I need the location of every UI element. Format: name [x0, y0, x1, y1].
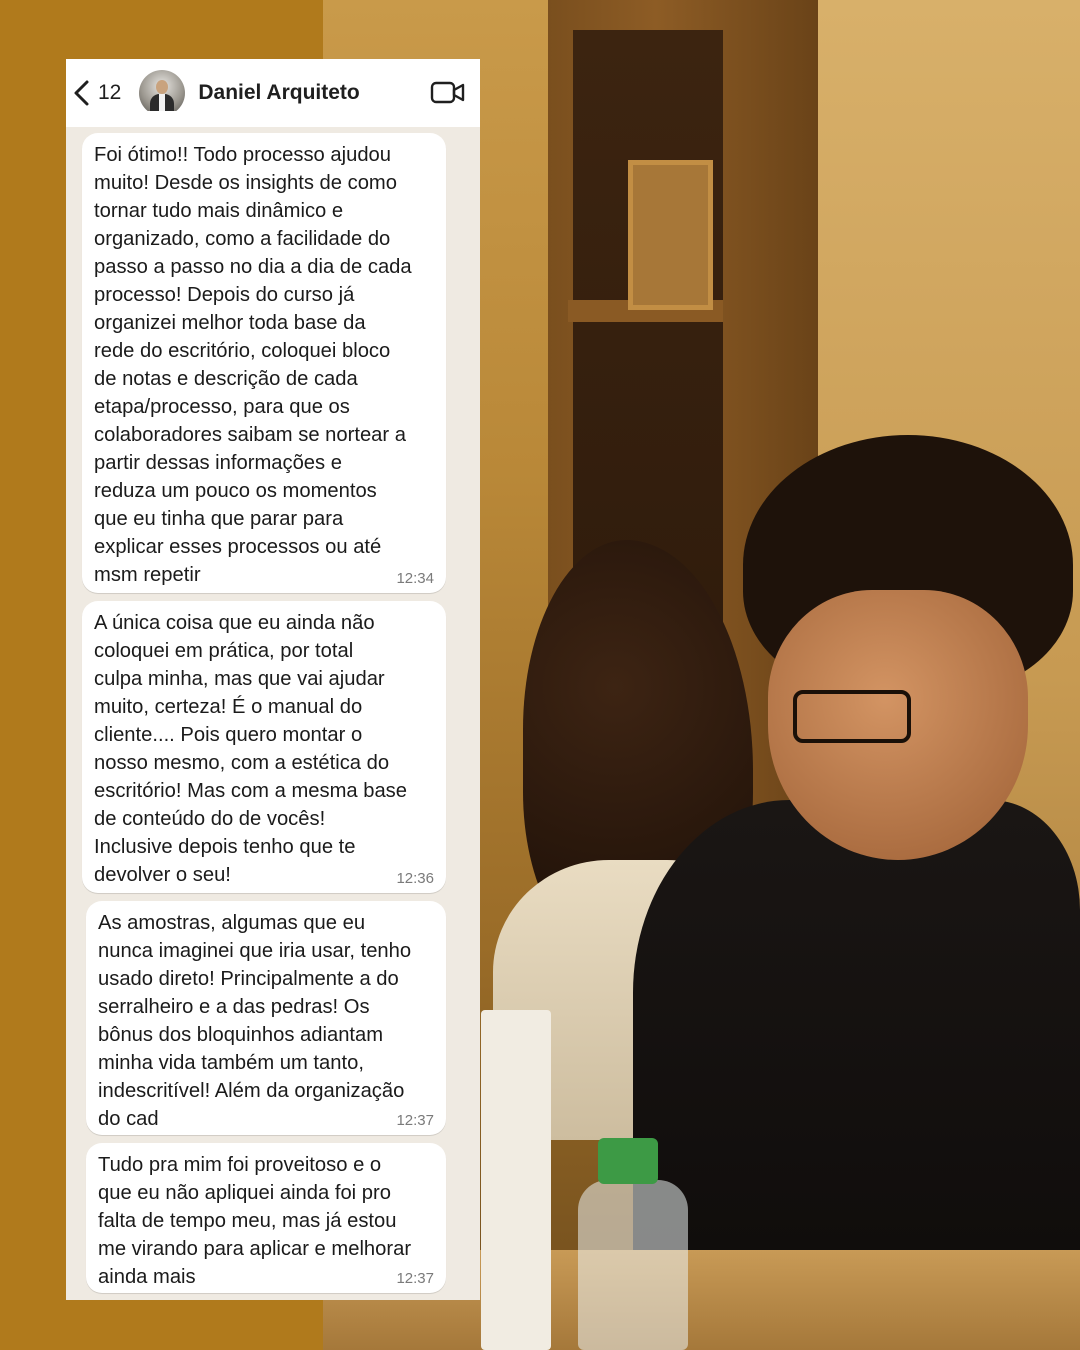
message-bubble — [86, 901, 446, 1135]
previous-message-edge — [82, 111, 442, 125]
message-time: 12:36 — [396, 870, 434, 887]
video-call-button[interactable] — [430, 80, 466, 111]
message-text: Foi ótimo!! Todo processo ajudou muito! Desde os insights de como tornar tudo mais dinâmico e organizado, como a facilidade do passo a passo no dia a dia de cada processo! Depois do curso já organizei melhor toda base da rede do escritório, coloquei bloco de notas e descrição de cada etapa/processo, para que os colaboradores saibam se nortear a partir dessas informações e reduza um pouco os momentos que eu tinha que parar para explicar esses processos ou até msm repetir — [94, 144, 412, 586]
message-bubble — [86, 1143, 446, 1293]
avatar[interactable] — [139, 70, 185, 116]
back-button[interactable] — [72, 79, 121, 107]
contact-name[interactable]: Daniel Arquiteto — [198, 81, 360, 104]
message-text: As amostras, algumas que eu nunca imaginei que iria usar, tenho usado direto! Principalmente a do serralheiro e a das pedras! Os bônus dos bloquinhos adiantam minha vida também um tanto, indescritível! Além da organização do cad — [98, 912, 412, 1130]
unread-count: 12 — [98, 81, 122, 104]
message-time: 12:37 — [396, 1112, 434, 1129]
chevron-left-icon — [72, 79, 92, 107]
message-bubble — [82, 601, 446, 893]
message-text: A única coisa que eu ainda não coloquei em prática, por total culpa minha, mas que vai ajudar muito, certeza! É o manual do cliente.... Pois quero montar o nosso mesmo, com a estética do escritório! Mas com a mesma base de conteúdo do de vocês! Inclusive depois tenho que te devolver o seu! — [94, 612, 408, 886]
chat-screenshot — [66, 59, 480, 1300]
message-text: Tudo pra mim foi proveitoso e o que eu não apliquei ainda foi pro falta de tempo meu, mas já estou me virando para aplicar e melhorar ainda mais — [98, 1154, 412, 1288]
message-time: 12:34 — [396, 570, 434, 587]
message-time: 12:37 — [396, 1270, 434, 1287]
message-bubble — [82, 133, 446, 593]
video-camera-icon — [430, 93, 466, 110]
